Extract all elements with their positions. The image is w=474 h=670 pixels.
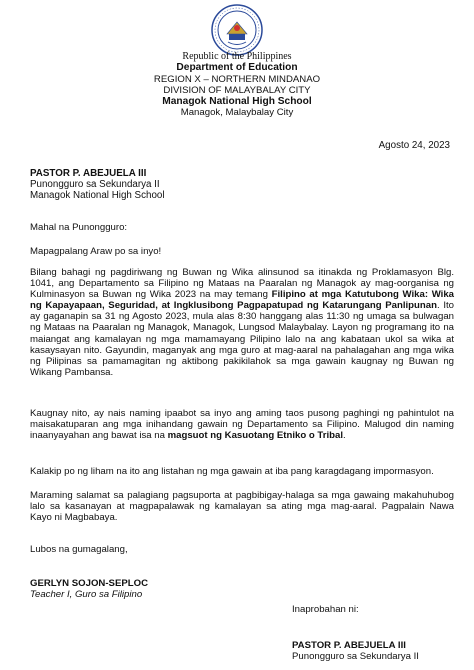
deped-seal-icon [211,4,263,56]
approval-label: Inaprobahan ni: [292,604,359,615]
text-run: Kulminasyon sa Buwan ng Wika 2023 na may temang [30,289,272,301]
letter-date: Agosto 24, 2023 [378,140,450,151]
paragraph-line: Kaugnay nito, ay nais naming ipaabot sa inyo ang aming taos pusong paghingi ng pahintulot na [30,408,454,419]
header-address: Managok, Malaybalay City [180,107,294,118]
paragraph-line: maiangat ang kamalayan ng mga mamamayang Pilipino lalo na ang kabataan ukol sa wika at [30,333,454,345]
header-region: REGION X – NORTHERN MINDANAO [153,74,321,85]
paragraph-line: Bilang bahagi ng pagdiriwang ng Buwan ng Wika alinsunod sa itinakda ng Proklamasyon Blg. [30,267,454,278]
greeting: Mapagpalang Araw po sa inyo! [30,246,162,257]
paragraph-line: ay gaganapin sa 31 ng Agosto 2023, mula alas 8:30 hanggang alas 11:30 ng umaga sa bulwagan [30,311,454,323]
approver-title: Punongguro sa Sekundarya II [292,651,419,662]
paragraph-line [30,430,454,441]
theme-title-bold: Filipino at mga Katutubong Wika: Wika [271,289,454,301]
attire-bold: magsuot ng Kasuotang Etniko o Tribal [167,430,343,442]
paragraph-thanks [30,490,454,523]
paragraph-intro [30,267,454,378]
paragraph-line: lalo sa kasanayan at magpapalawak ng kamalayan sa ating mga mag-aaral. Pagpalain Nawa [30,501,454,513]
text-run: . [343,430,346,442]
approver-name: PASTOR P. ABEJUELA III [292,640,406,651]
salutation: Mahal na Punongguro: [30,222,128,233]
header-republic: Republic of the Philippines [182,51,292,62]
paragraph-line: ng Pilipinas sa pamamagitan ng aktibong pakikilahok sa mga gawain kaugnay ng Buwan ng [30,355,454,367]
paragraph-line: kasaysayan nito. Gayundin, maganyak ang mga guro at mag-aaral na pahalagahan ang mga wika [30,344,454,356]
header-school: Managok National High School [162,96,312,107]
paragraph-line [30,300,454,311]
paragraph-request [30,408,454,441]
paragraph-line: Wikang Pambansa. [30,366,114,378]
recipient-name: PASTOR P. ABEJUELA III [30,168,147,179]
paragraph-line: Kayo ni Magbabaya. [30,512,118,524]
closing: Lubos na gumagalang, [30,544,128,555]
paragraph-line: Maraming salamat sa palagiang pagsuporta at pagbibigay-halaga sa mga gawaing makahuhubog [30,490,454,501]
sender-title: Teacher I, Guro sa Filipino [30,589,143,600]
sender-name: GERLYN SOJON-SEPLOC [30,578,148,589]
text-run: inaanyayahan ang bawat isa na [30,430,168,442]
text-run: . Ito [436,300,454,312]
paragraph-line [30,289,454,300]
paragraph-attachment: Kalakip po ng liham na ito ang listahan ng mga gawain at iba pang karagdagang impormasyon. [30,466,434,477]
paragraph-line: ng Mataas na Paaralan ng Managok, Managok, Lungsod Malaybalay. Layon ng programang ito na [30,322,454,334]
recipient-title: Punongguro sa Sekundarya II [30,179,160,190]
header-division: DIVISION OF MALAYBALAY CITY [163,85,311,96]
paragraph-line: maisakatuparan ang mga inihandang gawain ng Departamento sa Filipino. Malugod din naming [30,419,454,431]
paragraph-line: 1041, ang Departamento sa Filipino ng Mataas na Paaralan ng Managok ay mag-oorganisa ng [30,278,454,290]
header-department: Department of Education [176,62,298,73]
recipient-school: Managok National High School [30,190,165,201]
theme-title-bold: ng Kapayapaan, Seguridad, at Ingklusibong Pagpapatupad ng Katarungang Panlipunan [30,300,437,312]
